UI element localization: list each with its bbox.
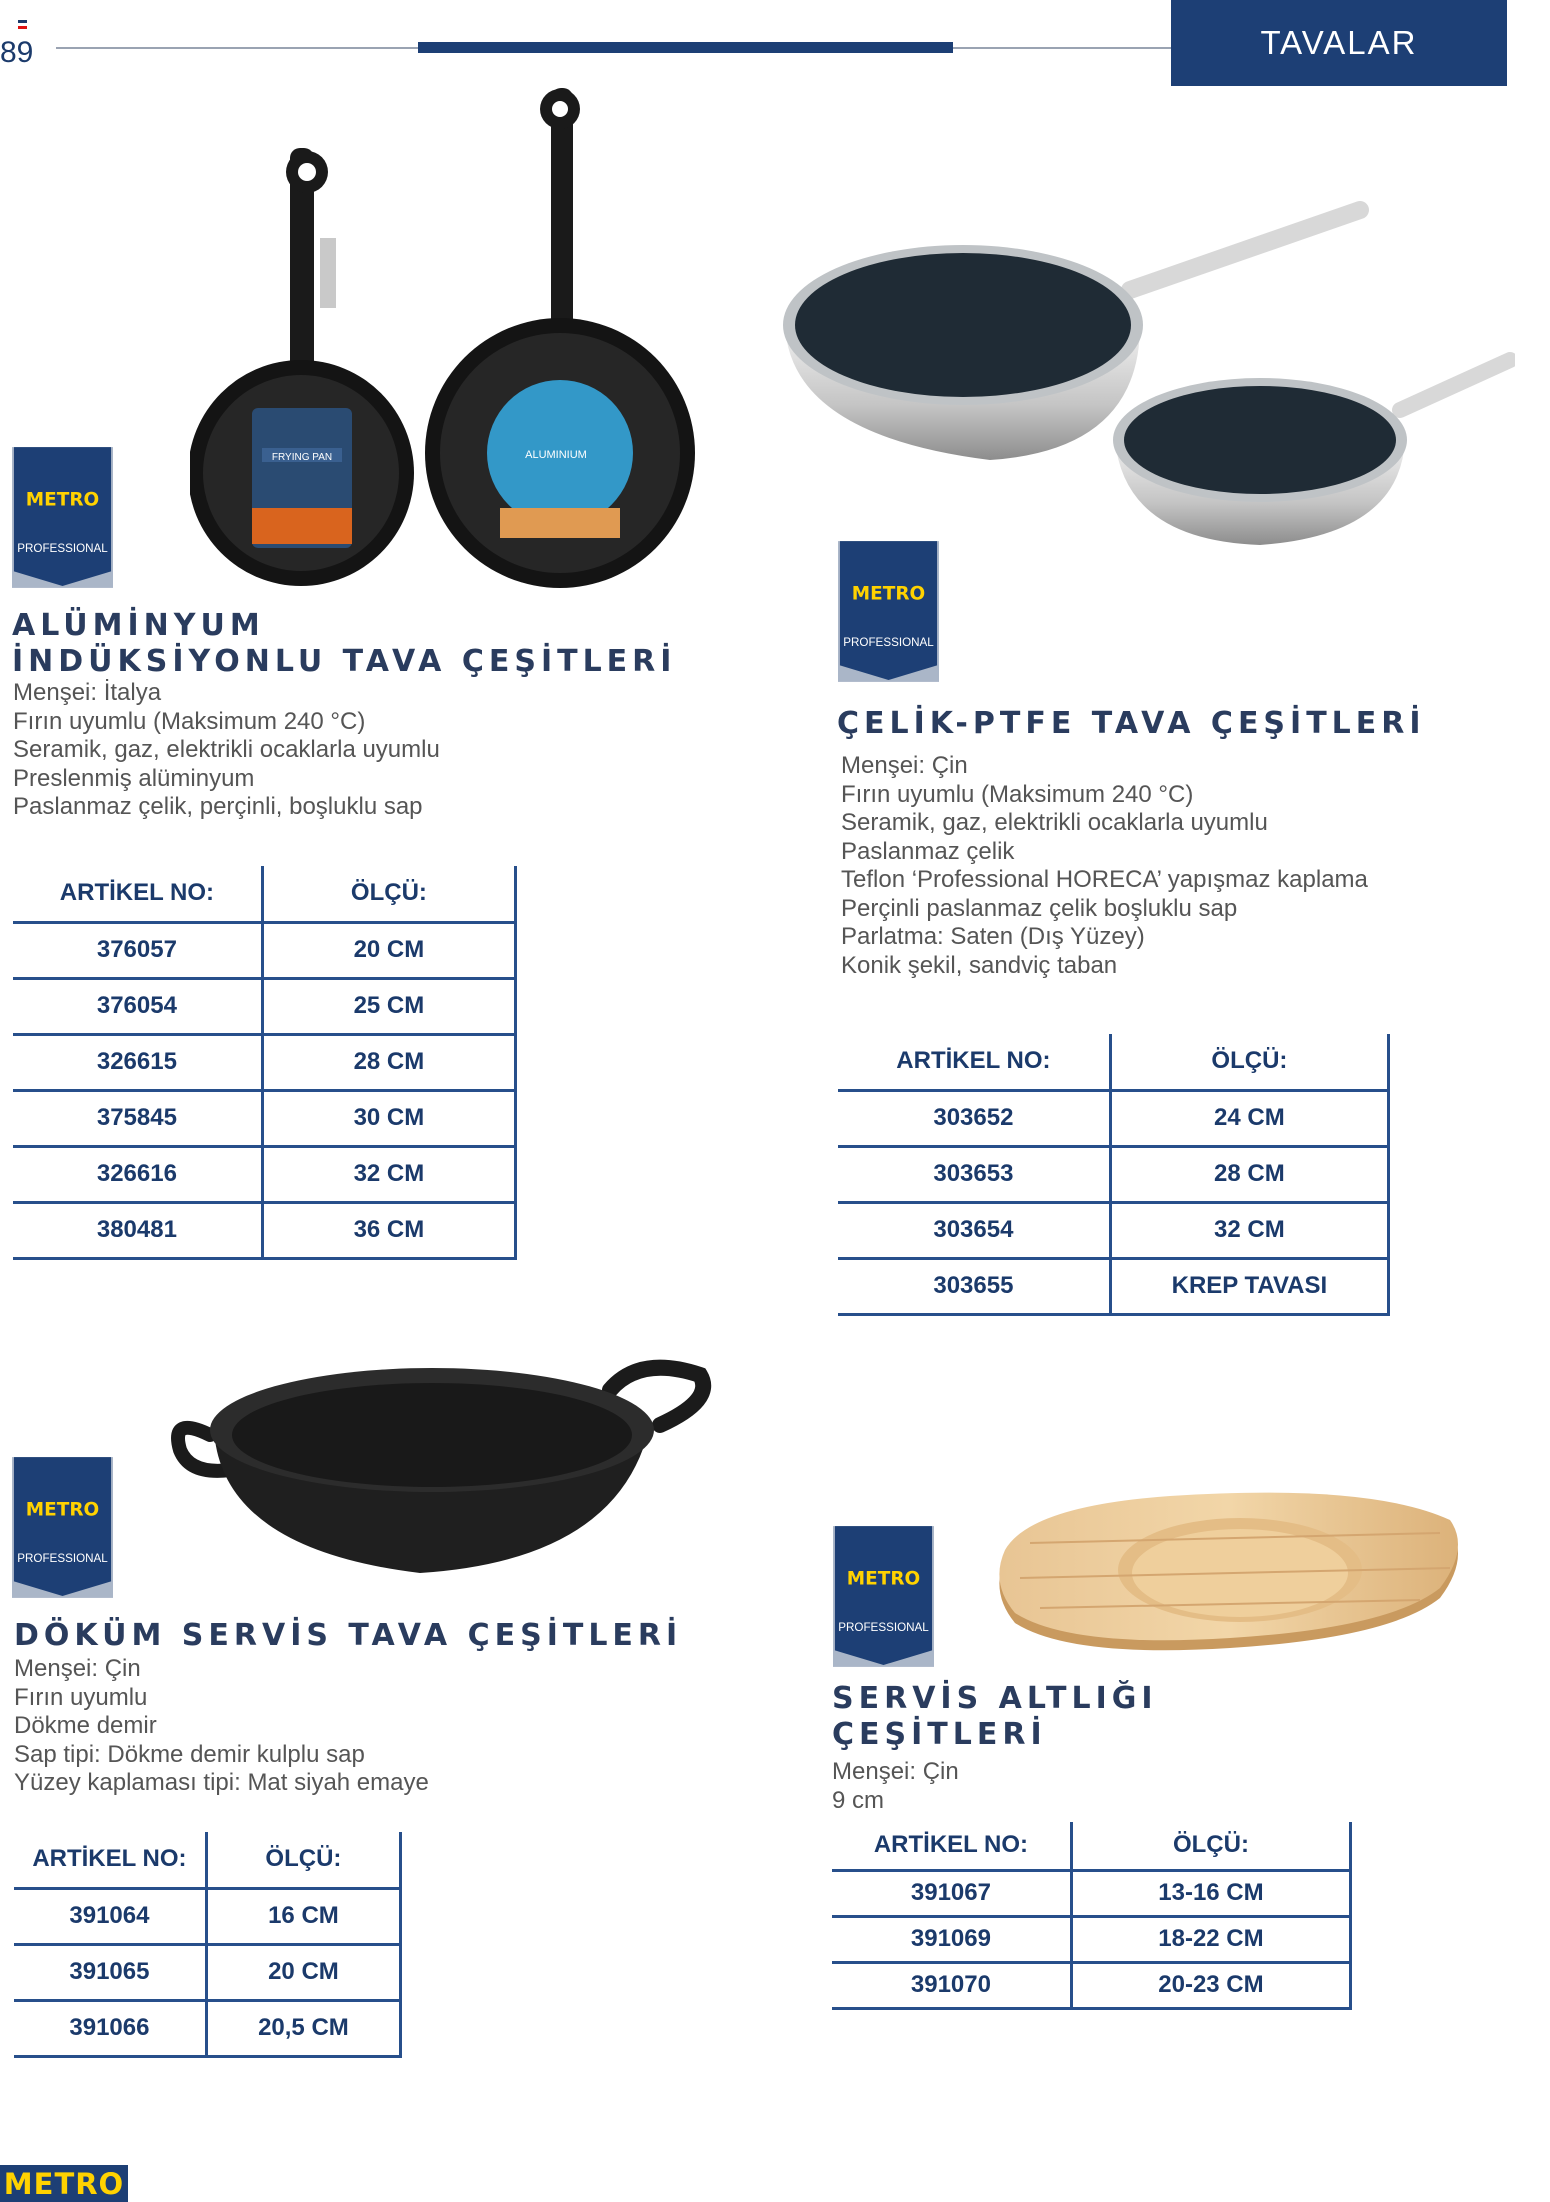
spec-table-aluminium: [13, 866, 517, 1260]
col-header-size: ÖLÇÜ:: [206, 1832, 400, 1888]
footer-metro-logo: METRO: [0, 2165, 128, 2202]
wooden-board-image: [990, 1488, 1470, 1668]
product-title-aluminium: ALÜMİNYUM İNDÜKSİYONLU TAVA ÇEŞİTLERİ: [12, 608, 677, 679]
metro-professional-badge: [12, 445, 113, 590]
table-row: 391069 18-22 CM: [832, 1916, 1351, 1962]
product-specs-steel-ptfe: Menşei: Çin Fırın uyumlu (Maksimum 240 °C) Seramik, gaz, elektrikli ocaklarla uyumlu Paslanmaz çelik Teflon ‘Professional HORECA’ yapışmaz kaplama Perçinli paslanmaz çelik boşluklu sap Parlatma: Saten (Dış Yüzey) Konik şekil, sandviç taban: [841, 752, 1368, 979]
product-title-serving-board: SERVİS ALTLIĞI ÇEŞİTLERİ: [832, 1681, 1158, 1752]
svg-text:PROFESSIONAL: PROFESSIONAL: [843, 635, 934, 649]
flag-mark: [18, 20, 27, 23]
svg-text:METRO: METRO: [846, 1568, 921, 1590]
table-row: 303653 28 CM: [838, 1146, 1389, 1202]
table-row: 391066 20,5 CM: [14, 2000, 401, 2056]
table-row: 376054 25 CM: [13, 978, 516, 1034]
cast-iron-pan-image: [170, 1345, 720, 1580]
steel-ptfe-pans-image: [780, 200, 1515, 550]
spec-table-serving-board: [832, 1822, 1352, 2010]
svg-text:PROFESSIONAL: PROFESSIONAL: [17, 541, 108, 555]
table-row: 380481 36 CM: [13, 1202, 516, 1258]
col-header-size: ÖLÇÜ:: [1071, 1822, 1350, 1870]
col-header-article: ARTİKEL NO:: [838, 1034, 1110, 1090]
table-row: 391064 16 CM: [14, 1888, 401, 1944]
table-row: 303652 24 CM: [838, 1090, 1389, 1146]
product-specs-serving-board: Menşei: Çin 9 cm: [832, 1758, 959, 1814]
product-specs-aluminium: Menşei: İtalya Fırın uyumlu (Maksimum 240 °C) Seramik, gaz, elektrikli ocaklarla uyumlu Preslenmiş alüminyum Paslanmaz çelik, perçinli, boşluklu sap: [13, 679, 440, 820]
table-row: 303655 KREP TAVASI: [838, 1258, 1389, 1314]
header-accent-bar: [418, 42, 953, 53]
svg-text:METRO: METRO: [851, 583, 926, 605]
product-title-cast-iron: DÖKÜM SERVİS TAVA ÇEŞİTLERİ: [14, 1618, 683, 1653]
col-header-article: ARTİKEL NO:: [832, 1822, 1071, 1870]
col-header-article: ARTİKEL NO:: [14, 1832, 206, 1888]
col-header-size: ÖLÇÜ:: [262, 866, 515, 922]
product-specs-cast-iron: Menşei: Çin Fırın uyumlu Dökme demir Sap tipi: Dökme demir kulplu sap Yüzey kaplaması tipi: Mat siyah emaye: [14, 1655, 429, 1796]
pan-label-aluminium: ALUMINIUM: [525, 449, 587, 461]
svg-text:PROFESSIONAL: PROFESSIONAL: [17, 1551, 108, 1565]
metro-professional-badge: [833, 1524, 934, 1669]
table-row: 375845 30 CM: [13, 1090, 516, 1146]
table-row: 326615 28 CM: [13, 1034, 516, 1090]
table-row: 303654 32 CM: [838, 1202, 1389, 1258]
table-row: 376057 20 CM: [13, 922, 516, 978]
aluminium-pans-image: [190, 88, 700, 608]
metro-professional-badge: [12, 1455, 113, 1600]
table-row: 391067 13-16 CM: [832, 1870, 1351, 1916]
table-row: 326616 32 CM: [13, 1146, 516, 1202]
page-number: 89: [0, 36, 34, 69]
spec-table-cast-iron: [14, 1832, 402, 2058]
spec-table-steel-ptfe: [838, 1034, 1390, 1316]
svg-text:PROFESSIONAL: PROFESSIONAL: [838, 1620, 929, 1634]
flag-mark-red: [18, 26, 27, 29]
col-header-size: ÖLÇÜ:: [1110, 1034, 1388, 1090]
section-title: TAVALAR: [1171, 0, 1507, 86]
col-header-article: ARTİKEL NO:: [13, 866, 262, 922]
pan-label-frying: FRYING PAN: [271, 452, 333, 463]
svg-text:METRO: METRO: [25, 1499, 100, 1521]
table-row: 391065 20 CM: [14, 1944, 401, 2000]
svg-text:METRO: METRO: [25, 489, 100, 511]
metro-professional-badge: [838, 539, 939, 684]
table-row: 391070 20-23 CM: [832, 1962, 1351, 2008]
product-title-steel-ptfe: ÇELİK-PTFE TAVA ÇEŞİTLERİ: [837, 706, 1426, 741]
